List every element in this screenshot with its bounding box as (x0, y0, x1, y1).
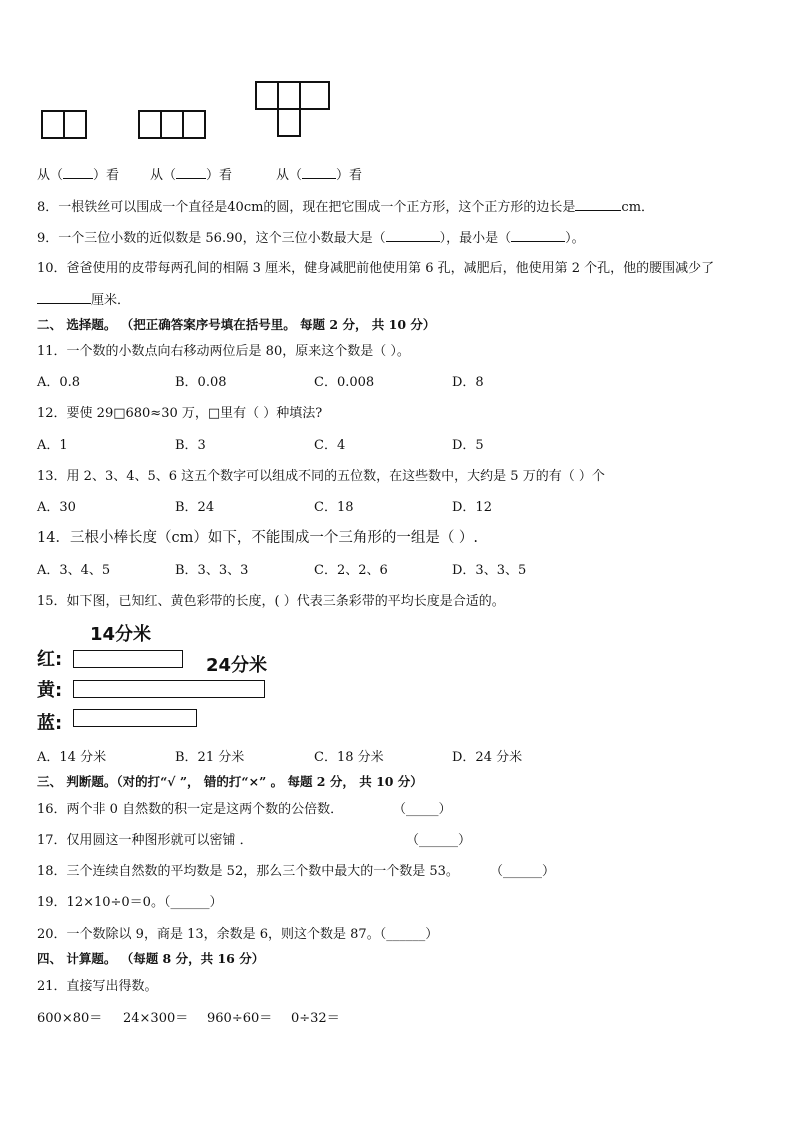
option-d[interactable]: D．8 (452, 375, 484, 390)
square (277, 81, 301, 110)
option-c[interactable]: C．0.008 (314, 375, 375, 390)
question-11: 11．一个数的小数点向右移动两位后是 80，原来这个数是（ ）。 (37, 344, 410, 359)
square (182, 110, 206, 139)
section-2-heading: 二、 选择题。 （把正确答案序号填在括号里。 每题 2 分， 共 10 分） (37, 317, 436, 332)
answer-blank[interactable] (302, 168, 336, 179)
question-9: 9．一个三位小数的近似数是 56.90，这个三位小数最大是（ ），最小是（ ）。 (37, 231, 585, 246)
square (63, 110, 87, 139)
answer-blank[interactable] (37, 293, 91, 304)
question-21: 21．直接写出得数。 (37, 979, 158, 994)
answer-blank[interactable] (176, 168, 206, 179)
question-20: 20．一个数除以 9，商是 13，余数是 6，则这个数是 87。（______） (37, 927, 439, 942)
option-d[interactable]: D．24 分米 (452, 750, 523, 765)
option-b[interactable]: B．21 分米 (175, 750, 245, 765)
answer-blank[interactable] (386, 231, 440, 242)
answer-blank[interactable] (575, 200, 621, 211)
square (160, 110, 184, 139)
option-c[interactable]: C．18 (314, 500, 354, 515)
blue-ribbon-label: 蓝: (37, 713, 63, 734)
question-12: 12．要使 29□680≈30 万，□里有（ ）种填法? (37, 406, 323, 421)
option-d[interactable]: D．12 (452, 500, 492, 515)
option-c[interactable]: C．18 分米 (314, 750, 384, 765)
question-18: 18．三个连续自然数的平均数是 52，那么三个数中最大的一个数是 53。 (37, 864, 459, 879)
yellow-ribbon-label: 黄: (37, 680, 63, 701)
question-16: 16．两个非 0 自然数的积一定是这两个数的公倍数． (37, 802, 344, 817)
view-caption-3: 从（ ）看 (276, 168, 363, 183)
question-19: 19．12×10÷0＝0。（______） (37, 895, 223, 910)
option-c[interactable]: C．4 (314, 438, 346, 453)
judge-answer-17[interactable]: （______） (406, 833, 472, 848)
judge-answer-19[interactable]: （______） (163, 895, 223, 910)
view-caption-1: 从（ ）看 (37, 168, 120, 183)
option-d[interactable]: D．3、3、5 (452, 563, 527, 578)
option-d[interactable]: D．5 (452, 438, 484, 453)
calc-item: 0÷32＝ (291, 1011, 340, 1026)
judge-answer-16[interactable]: （_____） (393, 802, 452, 817)
question-15: 15．如下图，已知红、黄色彩带的长度，( ）代表三条彩带的平均长度是合适的。 (37, 594, 505, 609)
calc-item: 24×300＝ (123, 1011, 189, 1026)
square (138, 110, 162, 139)
blue-ribbon (73, 709, 197, 727)
red-ribbon (73, 650, 183, 668)
section-3-heading: 三、 判断题。（对的打“√ ”， 错的打“×” 。 每题 2 分， 共 10 分） (37, 774, 423, 789)
question-10-line1: 10．爸爸使用的皮带每两孔间的相隔 3 厘米，健身减肥前他使用第 6 孔，减肥后，他使用第 2 个孔，他的腰围减少了 (37, 261, 715, 276)
option-a[interactable]: A．30 (37, 500, 76, 515)
red-ribbon-label: 红: (37, 649, 63, 670)
view-caption-2: 从（ ）看 (150, 168, 233, 183)
square (299, 81, 330, 110)
question-13: 13．用 2、3、4、5、6 这五个数字可以组成不同的五位数，在这些数中，大约是 5 万的有（ ）个 (37, 469, 605, 484)
question-17: 17．仅用圆这一种图形就可以密铺 ． (37, 833, 253, 848)
judge-answer-18[interactable]: （______） (490, 864, 556, 879)
answer-blank[interactable] (511, 231, 565, 242)
question-14: 14．三根小棒长度（cm）如下，不能围成一个三角形的一组是（ ）. (37, 530, 479, 546)
answer-blank[interactable] (63, 168, 93, 179)
calc-item: 960÷60＝ (207, 1011, 273, 1026)
yellow-ribbon (73, 680, 265, 698)
square (41, 110, 65, 139)
option-b[interactable]: B．24 (175, 500, 215, 515)
yellow-length-label: 24分米 (206, 655, 268, 676)
question-10-line2: 厘米． (37, 293, 130, 307)
section-4-heading: 四、 计算题。 （每题 8 分，共 16 分） (37, 951, 265, 966)
red-length-label: 14分米 (90, 624, 152, 645)
square (277, 108, 301, 137)
option-b[interactable]: B．3 (175, 438, 206, 453)
option-b[interactable]: B．3、3、3 (175, 563, 249, 578)
square (255, 81, 279, 110)
option-c[interactable]: C．2、2、6 (314, 563, 388, 578)
option-b[interactable]: B．0.08 (175, 375, 227, 390)
option-a[interactable]: A．3、4、5 (37, 563, 111, 578)
option-a[interactable]: A．1 (37, 438, 68, 453)
question-8: 8．一根铁丝可以围成一个直径是40cm的圆，现在把它围成一个正方形，这个正方形的边长是 cm． (37, 200, 655, 215)
option-a[interactable]: A．14 分米 (37, 750, 107, 765)
judge-answer-20[interactable]: （______） (379, 927, 439, 942)
calc-item: 600×80＝ (37, 1011, 103, 1026)
option-a[interactable]: A．0.8 (37, 375, 81, 390)
